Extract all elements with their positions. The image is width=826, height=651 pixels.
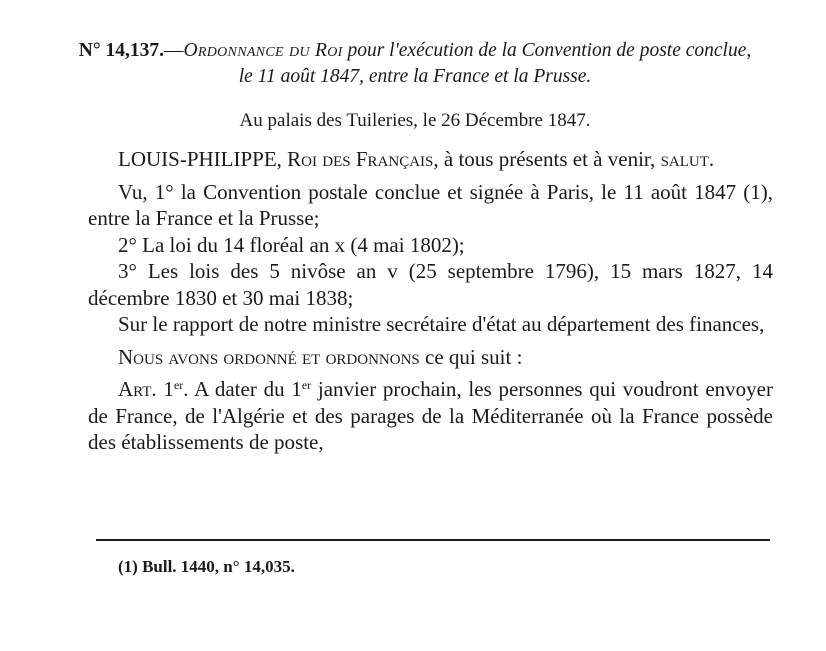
footnote-rule [96, 539, 770, 541]
salut: salut. [660, 147, 715, 171]
king-salutation [88, 146, 773, 173]
ordonne-caps: Nous avons ordonné et ordonnons [118, 344, 420, 369]
king-title: Roi des Français [287, 147, 434, 171]
heading-dash: — [164, 40, 184, 61]
article-sup-2: er [301, 378, 312, 392]
ordinance-body [88, 146, 773, 456]
rapport-clause: Sur le rapport de notre ministre secrétaire d'état au département des finances, [118, 312, 765, 336]
ordonne-clause [88, 344, 773, 371]
article-label: Art. 1 [118, 377, 174, 401]
king-rest: , à tous présents et à venir, [433, 147, 661, 171]
vu-clause-1: Vu, 1° la Convention postale conclue et signée à Paris, le 11 août 1847 (1), entre la France et la Prusse; [88, 179, 773, 230]
article-sup: er [173, 378, 184, 392]
article-1 [88, 376, 773, 456]
ordinance-heading [70, 38, 760, 90]
vu-clause-2: 2° La loi du 14 floréal an x (4 mai 1802); [118, 232, 465, 257]
article-text-1: . A dater du 1 [183, 377, 302, 401]
ordinance-number: N° 14,137. [78, 40, 164, 61]
king-name: LOUIS-PHILIPPE, [118, 147, 288, 171]
place-date: Au palais des Tuileries, le 26 Décembre 1847. [239, 110, 591, 131]
ordonne-rest: ce qui suit : [419, 344, 523, 369]
vu-clause-3: 3° Les lois des 5 nivôse an v (25 septembre 1796), 15 mars 1827, 14 décembre 1830 et 30 mai 1838; [88, 259, 773, 310]
footnote: (1) Bull. 1440, n° 14,035. [118, 557, 295, 576]
ordinance-title-rest: pour l'exécution de la Convention de poste conclue, le 11 août 1847, entre la France et la Prusse. [238, 40, 752, 87]
article-text-2: janvier prochain, les personnes qui voudront envoyer de France, de l'Algérie et des parages de la Méditerranée où la France possède des établissements de poste, [88, 377, 773, 454]
ordinance-title-caps: Ordonnance du Roi [183, 40, 343, 61]
